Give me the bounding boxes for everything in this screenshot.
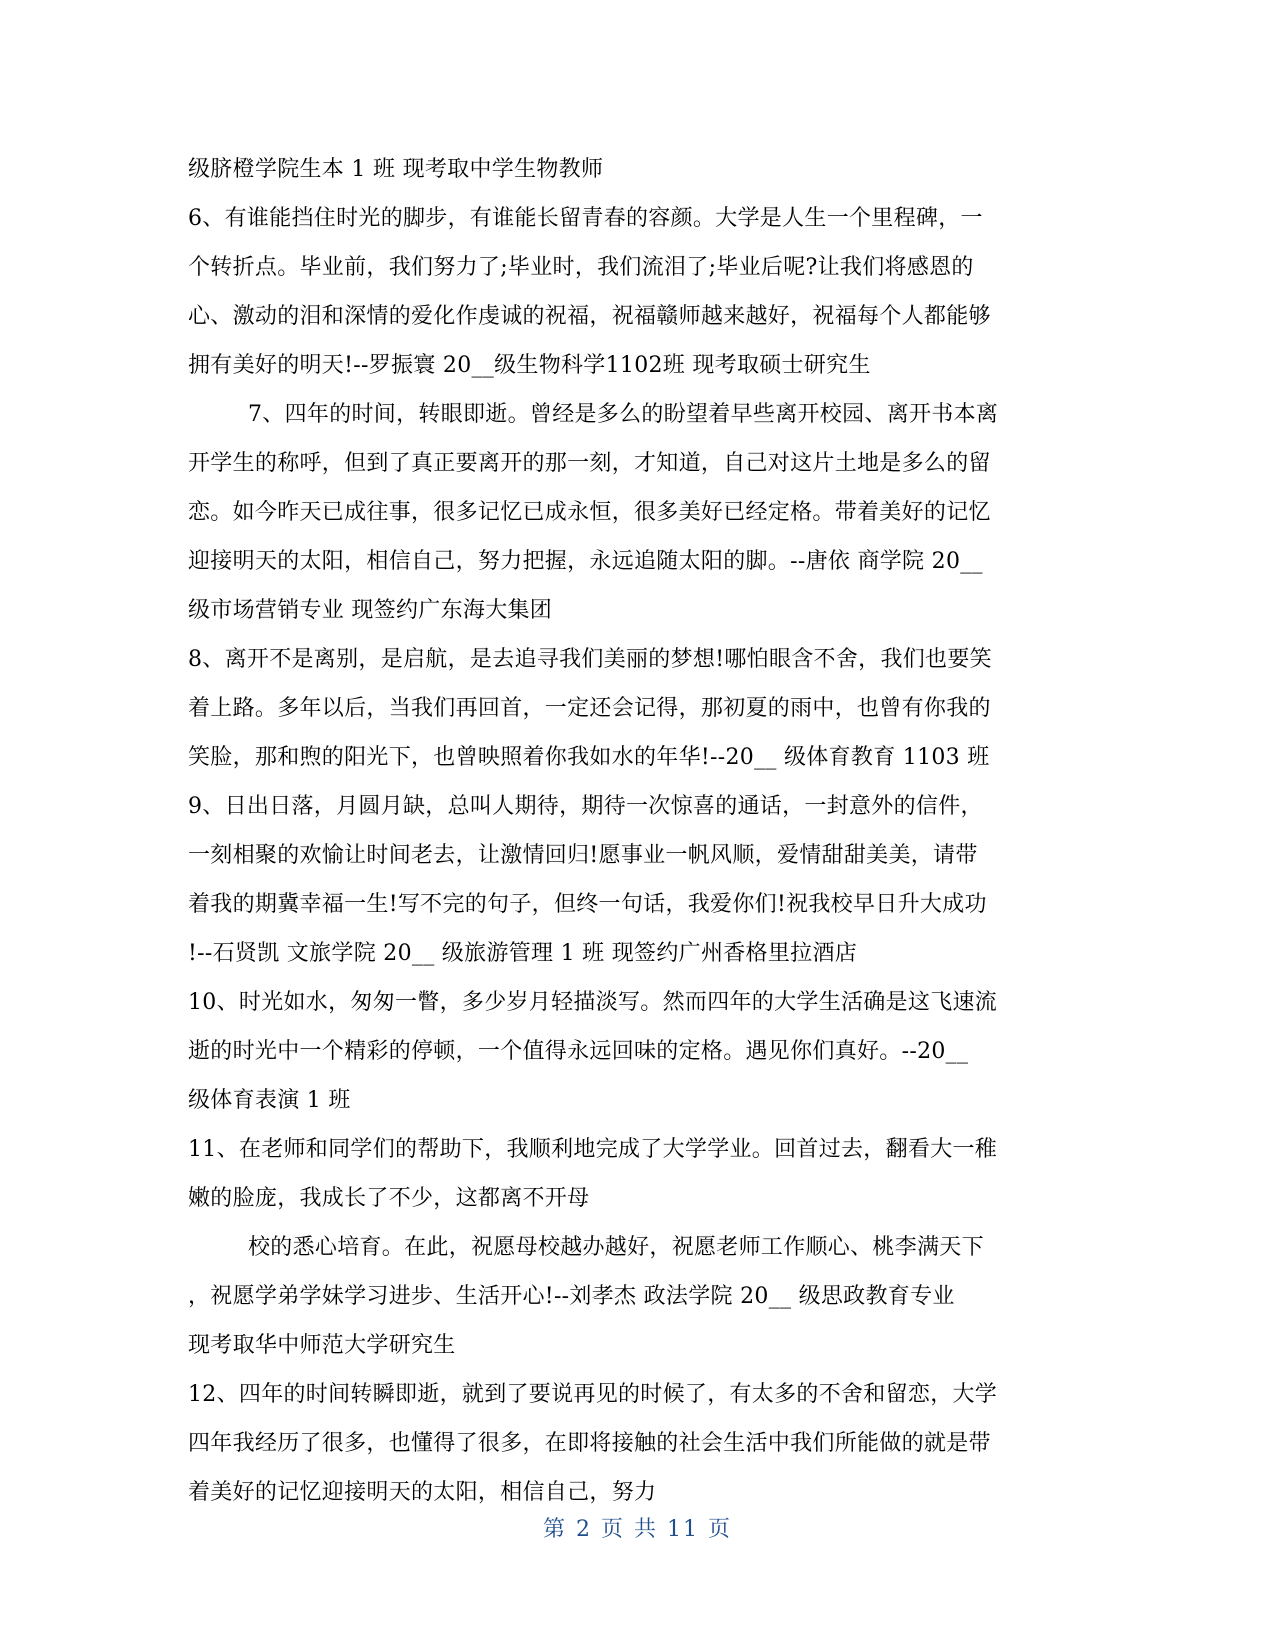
- text-line: 恋。如今昨天已成往事，很多记忆已成永恒，很多美好已经定格。带着美好的记忆: [188, 500, 991, 525]
- text-line: 着我的期冀幸福一生!写不完的句子，但终一句话，我爱你们!祝我校早日升大成功: [188, 892, 987, 917]
- text-line: 级脐橙学院生本 1 班 现考取中学生物教师: [188, 157, 604, 182]
- text-line: 校的悉心培育。在此，祝愿母校越办越好，祝愿老师工作顺心、桃李满天下: [248, 1235, 984, 1260]
- text-line: 6、有谁能挡住时光的脚步，有谁能长留青春的容颜。大学是人生一个里程碑，一: [188, 206, 983, 231]
- text-line: 8、离开不是离别，是启航，是去追寻我们美丽的梦想!哪怕眼含不舍，我们也要笑: [188, 647, 992, 672]
- text-line: 四年我经历了很多，也懂得了很多，在即将接触的社会生活中我们所能做的就是带: [188, 1431, 991, 1456]
- text-line: 一刻相聚的欢愉让时间老去，让激情回归!愿事业一帆风顺，爱情甜甜美美，请带: [188, 843, 978, 868]
- text-line: 10、时光如水，匆匆一瞥，多少岁月轻描淡写。然而四年的大学生活确是这飞速流: [188, 990, 998, 1015]
- text-line: 11、在老师和同学们的帮助下，我顺利地完成了大学学业。回首过去，翻看大一稚: [188, 1137, 998, 1162]
- text-line: 拥有美好的明天!--罗振寰 20__级生物科学1102班 现考取硕士研究生: [188, 353, 871, 378]
- text-line: ，祝愿学弟学妹学习进步、生活开心!--刘孝杰 政法学院 20__ 级思政教育专业: [188, 1284, 955, 1309]
- text-line: 迎接明天的太阳，相信自己，努力把握，永远追随太阳的脚。--唐依 商学院 20__: [188, 549, 983, 574]
- text-line: 着上路。多年以后，当我们再回首，一定还会记得，那初夏的雨中，也曾有你我的: [188, 696, 991, 721]
- page-number-footer: 第 2 页 共 11 页: [543, 1517, 732, 1542]
- text-line: 开学生的称呼，但到了真正要离开的那一刻，才知道，自己对这片土地是多么的留: [188, 451, 991, 476]
- document-body: [188, 145, 1088, 1517]
- text-line: 12、四年的时间转瞬即逝，就到了要说再见的时候了，有太多的不舍和留恋，大学: [188, 1382, 998, 1407]
- text-line: 7、四年的时间，转眼即逝。曾经是多么的盼望着早些离开校园、离开书本离: [248, 402, 999, 427]
- text-line: 级市场营销专业 现签约广东海大集团: [188, 598, 553, 623]
- text-line: 心、激动的泪和深情的爱化作虔诚的祝福，祝福赣师越来越好，祝福每个人都能够: [188, 304, 991, 329]
- text-line: 9、日出日落，月圆月缺，总叫人期待，期待一次惊喜的通话，一封意外的信件，: [188, 794, 983, 819]
- text-line: 着美好的记忆迎接明天的太阳，相信自己，努力: [188, 1480, 657, 1505]
- text-line: 笑脸，那和煦的阳光下，也曾映照着你我如水的年华!--20__ 级体育教育 1103 班: [188, 745, 990, 770]
- text-line: 级体育表演 1 班: [188, 1088, 351, 1113]
- text-line: 个转折点。毕业前，我们努力了;毕业时，我们流泪了;毕业后呢?让我们将感恩的: [188, 255, 974, 280]
- text-line: !--石贤凯 文旅学院 20__ 级旅游管理 1 班 现签约广州香格里拉酒店: [188, 941, 858, 966]
- text-line: 逝的时光中一个精彩的停顿，一个值得永远回味的定格。遇见你们真好。--20__: [188, 1039, 969, 1064]
- text-line: 现考取华中师范大学研究生: [188, 1333, 456, 1358]
- text-line: 嫩的脸庞，我成长了不少，这都离不开母: [188, 1186, 590, 1211]
